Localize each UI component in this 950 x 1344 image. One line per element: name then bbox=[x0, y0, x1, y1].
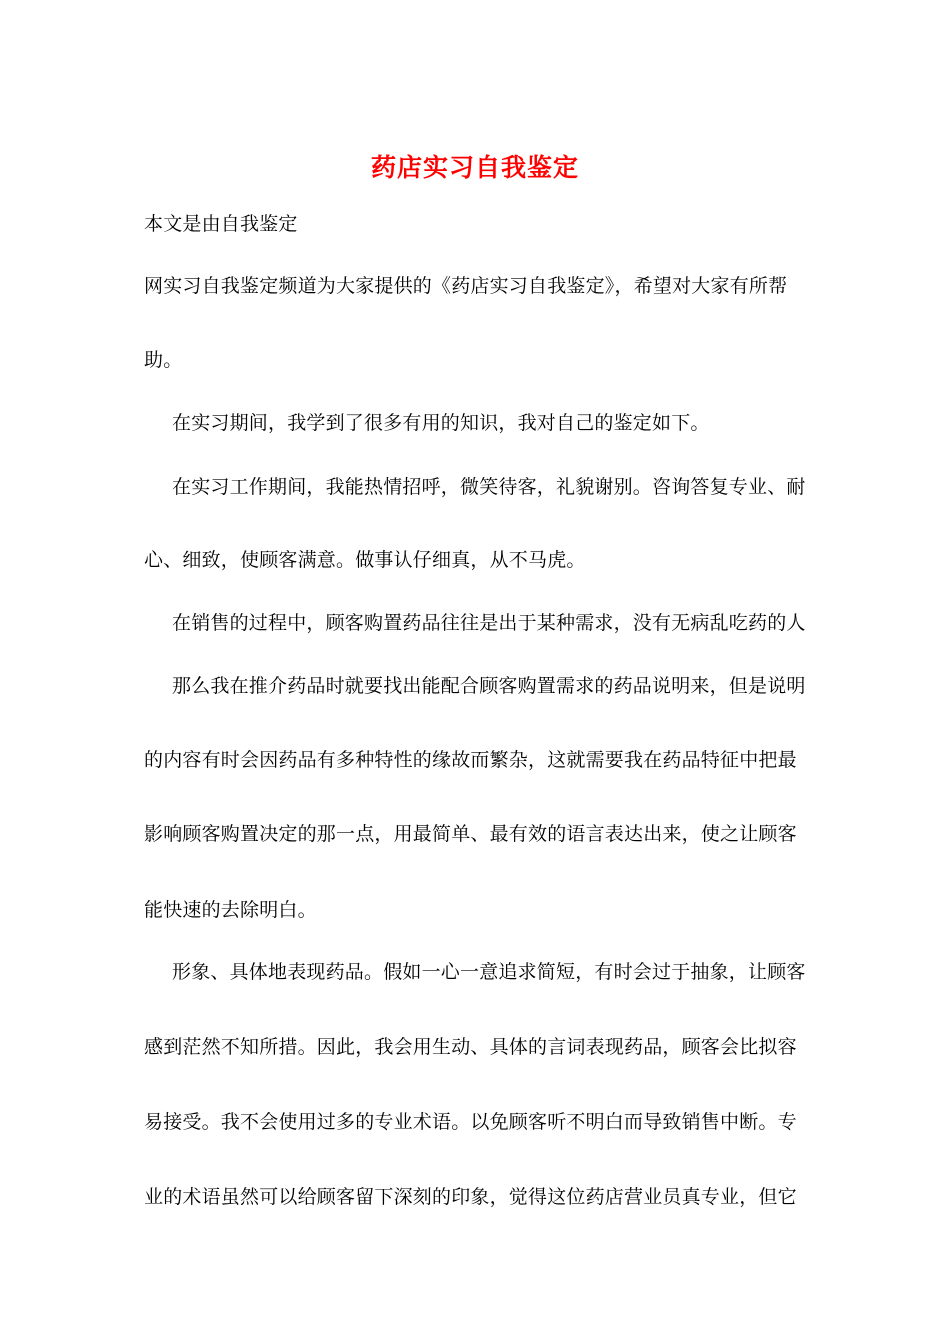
page-title: 药店实习自我鉴定 bbox=[370, 153, 579, 182]
text-line: 那么我在推介药品时就要找出能配合顾客购置需求的药品说明来，但是说明 bbox=[172, 675, 806, 697]
text-line: 网实习自我鉴定频道为大家提供的《药店实习自我鉴定》，希望对大家有所帮 bbox=[144, 275, 788, 297]
text-line: 易接受。我不会使用过多的专业术语。以免顾客听不明白而导致销售中断。专 bbox=[144, 1111, 797, 1133]
text-line: 心、细致，使顾客满意。做事认仔细真，从不马虎。 bbox=[144, 549, 586, 571]
text-line: 形象、具体地表现药品。假如一心一意追求简短，有时会过于抽象，让顾客 bbox=[172, 961, 806, 983]
text-line: 在实习工作期间，我能热情招呼，微笑待客，礼貌谢别。咨询答复专业、耐 bbox=[172, 476, 806, 498]
text-line: 在实习期间，我学到了很多有用的知识，我对自己的鉴定如下。 bbox=[172, 412, 710, 434]
text-line: 业的术语虽然可以给顾客留下深刻的印象，觉得这位药店营业员真专业，但它 bbox=[144, 1186, 797, 1208]
text-line: 感到茫然不知所措。因此，我会用生动、具体的言词表现药品，顾客会比拟容 bbox=[144, 1036, 797, 1058]
text-line: 在销售的过程中，顾客购置药品往往是出于某种需求，没有无病乱吃药的人 bbox=[172, 612, 806, 634]
text-line: 能快速的去除明白。 bbox=[144, 899, 317, 921]
text-line: 本文是由自我鉴定 bbox=[144, 213, 298, 235]
text-line: 影响顾客购置决定的那一点，用最简单、最有效的语言表达出来，使之让顾客 bbox=[144, 823, 797, 845]
text-line: 助。 bbox=[144, 349, 183, 371]
text-line: 的内容有时会因药品有多种特性的缘故而繁杂，这就需要我在药品特征中把最 bbox=[144, 749, 797, 771]
